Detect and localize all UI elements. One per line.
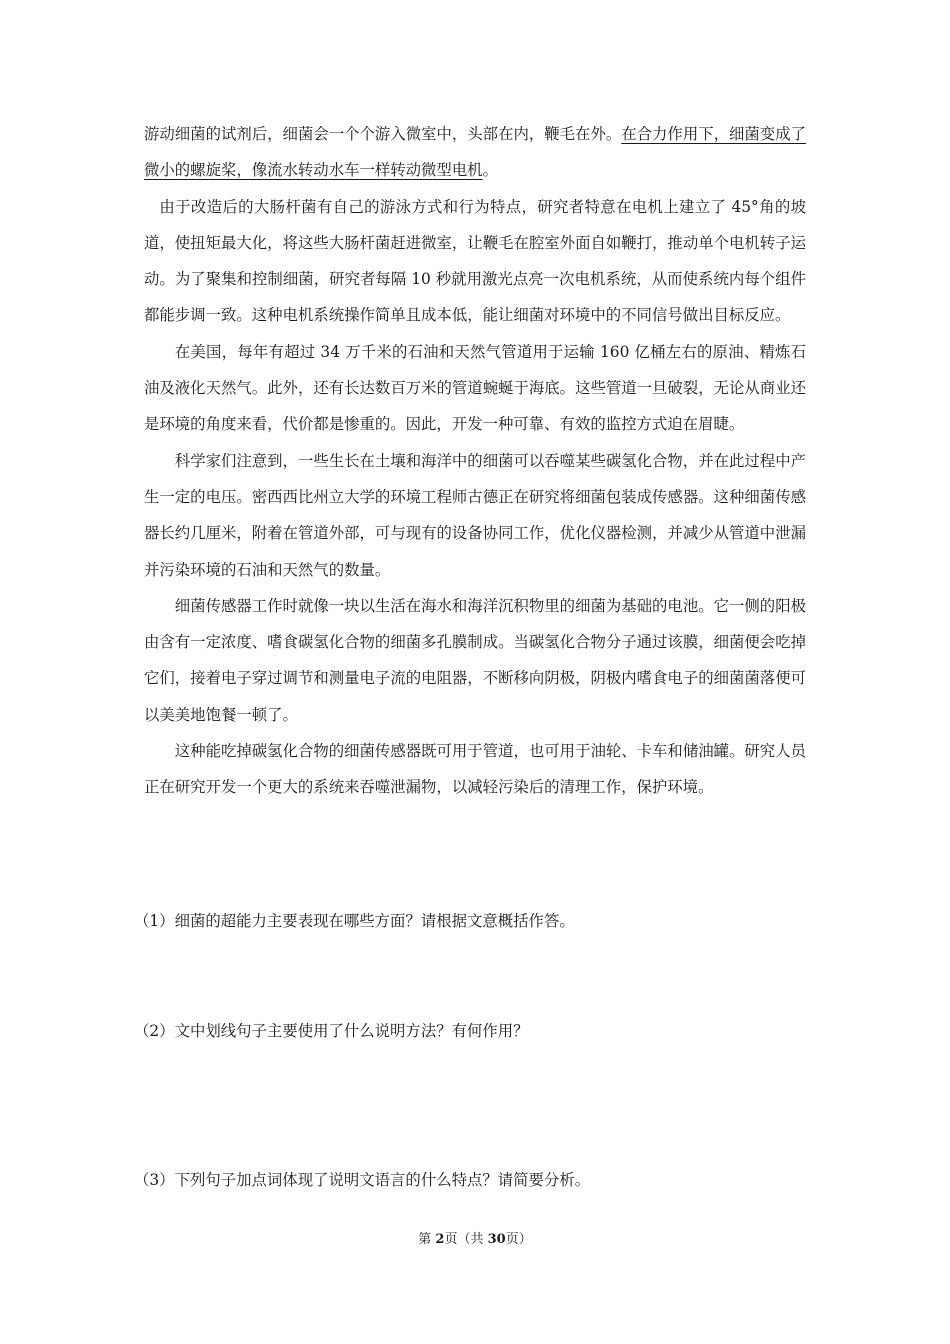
article-body: [144, 116, 806, 806]
paragraph-2: 由于改造后的大肠杆菌有自己的游泳方式和行为特点，研究者特意在电机上建立了 45°角的坡道，使扭矩最大化，将这些大肠杆菌赶进微室，让鞭毛在腔室外面自如鞭打，推动单个电机转子运动。为了聚集和控制细菌，研究者每隔 10 秒就用激光点亮一次电机系统，从而使系统内每个组件都能步调一致。这种电机系统操作简单且成本低，能让细菌对环境中的不同信号做出目标反应。: [144, 197, 806, 325]
paragraph-1: [144, 116, 806, 189]
footer-middle: 页（共: [444, 1232, 488, 1247]
question-3: （3）下列句子加点词体现了说明文语言的什么特点？请简要分析。: [134, 1171, 591, 1189]
question-2: （2）文中划线句子主要使用了什么说明方法？有何作用？: [134, 1022, 529, 1040]
question-1: （1）细菌的超能力主要表现在哪些方面？请根据文意概括作答。: [134, 912, 575, 930]
underlined-sentence: 在合力作用下，细菌变成了微小的螺旋桨，像流水转动水车一样转动微型电机: [144, 125, 806, 180]
paragraph-5: 细菌传感器工作时就像一块以生活在海水和海洋沉积物里的细菌为基础的电池。它一侧的阳极由含有一定浓度、嗜食碳氢化合物的细菌多孔膜制成。当碳氢化合物分子通过该膜，细菌便会吃掉它们，接着电子穿过调节和测量电子流的电阻器，不断移向阴极，阴极内嗜食电子的细菌菌落便可以美美地饱餐一顿了。: [144, 596, 806, 724]
paragraph-3: 在美国，每年有超过 34 万千米的石油和天然气管道用于运输 160 亿桶左右的原油、精炼石油及液化天然气。此外，还有长达数百万米的管道蜿蜒于海底。这些管道一旦破裂，无论从商业还是环境的角度来看，代价都是惨重的。因此，开发一种可靠、有效的监控方式迫在眉睫。: [144, 342, 806, 434]
footer-suffix: 页）: [505, 1232, 532, 1247]
footer-total-pages: 30: [487, 1232, 506, 1247]
paragraph-4: 科学家们注意到，一些生长在土壤和海洋中的细菌可以吞噬某些碳氢化合物，并在此过程中产生一定的电压。密西西比州立大学的环境工程师古德正在研究将细菌包装成传感器。这种细菌传感器长约几厘米，附着在管道外部，可与现有的设备协同工作，优化仪器检测，并减少从管道中泄漏并污染环境的石油和天然气的数量。: [144, 451, 806, 579]
page-footer: [0, 1228, 950, 1247]
paragraph-1-text: 游动细菌的试剂后，细菌会一个个游入微室中，头部在内，鞭毛在外。: [144, 125, 622, 143]
paragraph-1-end: 。: [482, 161, 499, 180]
footer-prefix: 第: [418, 1232, 436, 1247]
paragraph-6: 这种能吃掉碳氢化合物的细菌传感器既可用于管道，也可用于油轮、卡车和储油罐。研究人员正在研究开发一个更大的系统来吞噬泄漏物，以减轻污染后的清理工作，保护环境。: [144, 742, 806, 797]
footer-page-number: 2: [435, 1232, 445, 1247]
